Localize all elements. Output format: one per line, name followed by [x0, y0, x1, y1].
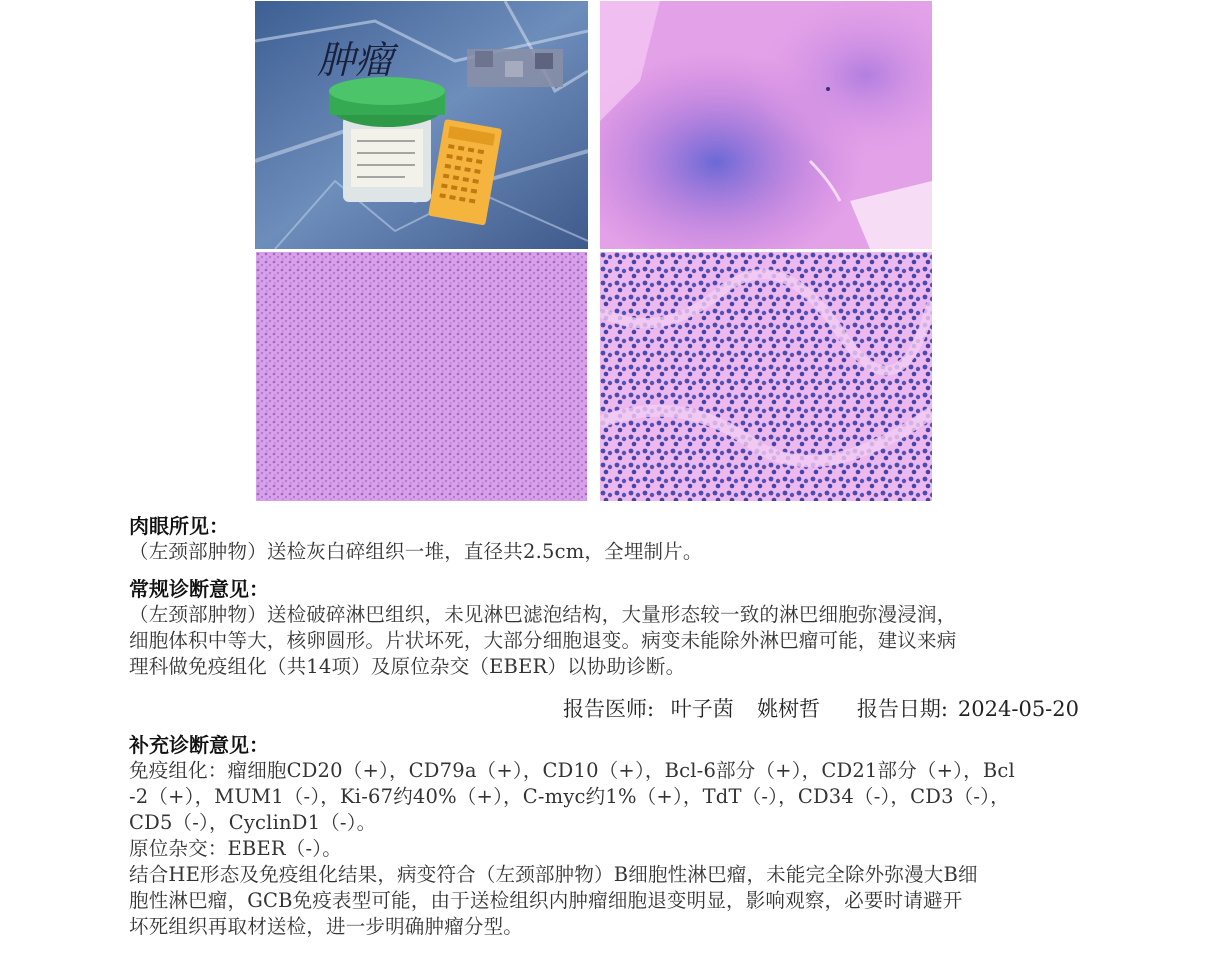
routine-heading: 常规诊断意见：: [129, 577, 269, 601]
histology-low-power-image: [600, 1, 932, 249]
histology-high-power: [600, 252, 932, 501]
doctor-name-1: 叶子茵: [670, 697, 734, 721]
routine-line: （左颈部肿物）送检破碎淋巴组织，未见淋巴滤泡结构，大量形态较一致的淋巴细胞弥漫浸润，: [129, 603, 957, 626]
doctor-label: 报告医师:: [563, 697, 655, 721]
figure-panel-grid: [255, 0, 932, 502]
supplementary-line: 免疫组化：瘤细胞CD20（+），CD79a（+），CD10（+），Bcl-6部分（+），CD21部分（+），Bcl: [129, 759, 1015, 782]
supplementary-line: CD5（-），CyclinD1（-）。: [129, 811, 377, 834]
specimen-photo-image: [255, 1, 588, 249]
report-signature: [129, 694, 1079, 724]
histology-high-power-image: [600, 252, 932, 501]
date-label: 报告日期:: [856, 697, 948, 721]
doctor-name-2: 姚树哲: [757, 697, 821, 721]
supplementary-line: -2（+），MUM1（-），Ki-67约40%（+），C-myc约1%（+），TdT（-），CD34（-），CD3（-），: [129, 785, 1010, 808]
supplementary-heading: 补充诊断意见：: [129, 733, 269, 757]
histology-medium-power: [256, 252, 587, 501]
gross-text: （左颈部肿物）送检灰白碎组织一堆，直径共2.5cm，全埋制片。: [129, 540, 703, 563]
report-date: 2024-05-20: [957, 697, 1079, 721]
supplementary-line: 坏死组织再取材送检，进一步明确肿瘤分型。: [129, 915, 524, 938]
supplementary-line: 结合HE形态及免疫组化结果，病变符合（左颈部肿物）B细胞性淋巴瘤，未能完全除外弥漫大B细: [129, 863, 978, 886]
gross-heading: 肉眼所见：: [129, 514, 229, 538]
supplementary-line: 原位杂交：EBER（-）。: [129, 837, 342, 860]
report-body: [129, 513, 1079, 940]
supplementary-line: 胞性淋巴瘤，GCB免疫表型可能，由于送检组织内肿瘤细胞退变明显，影响观察，必要时请避开: [129, 889, 963, 912]
histology-medium-power-image: [256, 252, 587, 501]
histology-low-power: [600, 1, 932, 249]
specimen-photo: [255, 1, 588, 249]
routine-line: 细胞体积中等大，核卵圆形。片状坏死，大部分细胞退变。病变未能除外淋巴瘤可能，建议来病: [129, 629, 957, 652]
routine-line: 理科做免疫组化（共14项）及原位杂交（EBER）以协助诊断。: [129, 655, 686, 678]
specimen-bag-handwriting: 肿瘤: [317, 38, 394, 82]
